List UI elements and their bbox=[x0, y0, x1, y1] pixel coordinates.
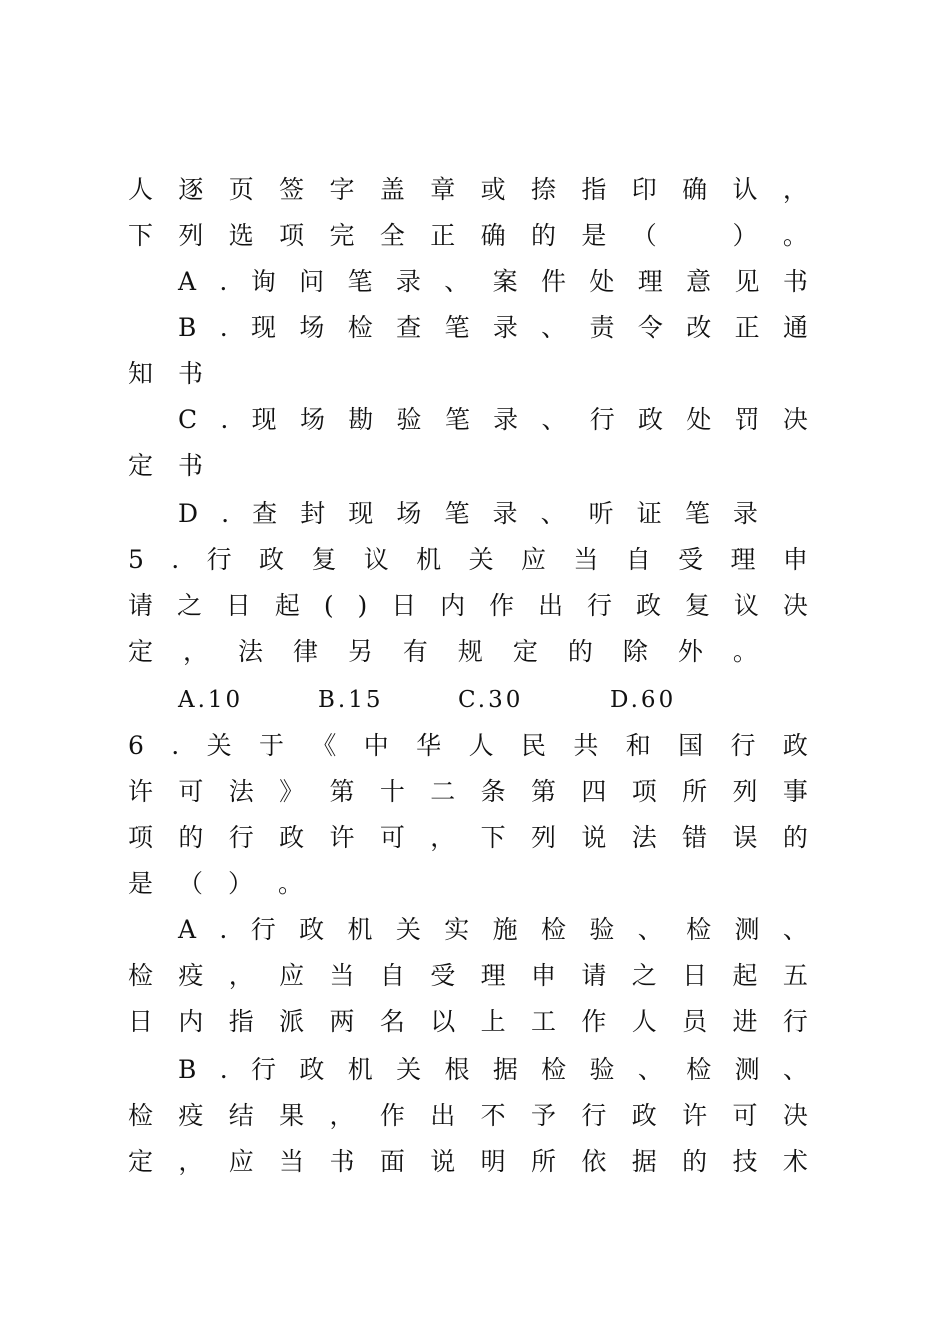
text-line: 请 之 日 起 ( ) 日 内 作 出 行 政 复 议 决 bbox=[128, 591, 808, 620]
option-line: B . 行 政 机 关 根 据 检 验 、 检 测 、 bbox=[178, 1055, 808, 1084]
text-line: 定 ， 应 当 书 面 说 明 所 依 据 的 技 术 bbox=[128, 1147, 808, 1176]
text-line: 项 的 行 政 许 可 ， 下 列 说 法 错 误 的 bbox=[128, 823, 808, 852]
text-line: 下 列 选 项 完 全 正 确 的 是 （ ） 。 bbox=[128, 221, 808, 250]
text-line: 知 书 bbox=[128, 359, 204, 388]
q5-option-b: B.15 bbox=[318, 687, 384, 713]
option-line: A . 询 问 笔 录 、 案 件 处 理 意 见 书 bbox=[178, 267, 808, 296]
text-line: 许 可 法 》 第 十 二 条 第 四 项 所 列 事 bbox=[128, 777, 808, 806]
question-line: 6 . 关 于 《 中 华 人 民 共 和 国 行 政 bbox=[128, 731, 808, 760]
q5-option-d: D.60 bbox=[610, 687, 677, 713]
text-line: 日 内 指 派 两 名 以 上 工 作 人 员 进 行 bbox=[128, 1007, 808, 1036]
q5-option-a: A.10 bbox=[178, 687, 244, 713]
question-line: 5 . 行 政 复 议 机 关 应 当 自 受 理 申 bbox=[128, 545, 808, 574]
text-line: 定 书 bbox=[128, 451, 204, 480]
text-line: 检 疫 ， 应 当 自 受 理 申 请 之 日 起 五 bbox=[128, 961, 808, 990]
option-line: B . 现 场 检 查 笔 录 、 责 令 改 正 通 bbox=[178, 313, 808, 342]
option-line: D . 查 封 现 场 笔 录 、 听 证 笔 录 bbox=[178, 499, 758, 528]
option-line: C . 现 场 勘 验 笔 录 、 行 政 处 罚 决 bbox=[178, 405, 808, 434]
text-line: 是 （ ） 。 bbox=[128, 869, 304, 898]
text-line: 定 ， 法 律 另 有 规 定 的 除 外 。 bbox=[128, 637, 758, 666]
text-line: 检 疫 结 果 ， 作 出 不 予 行 政 许 可 决 bbox=[128, 1101, 808, 1130]
option-line: A . 行 政 机 关 实 施 检 验 、 检 测 、 bbox=[178, 915, 808, 944]
text-line: 人 逐 页 签 字 盖 章 或 捺 指 印 确 认 ， bbox=[128, 175, 808, 204]
q5-option-c: C.30 bbox=[458, 687, 524, 713]
